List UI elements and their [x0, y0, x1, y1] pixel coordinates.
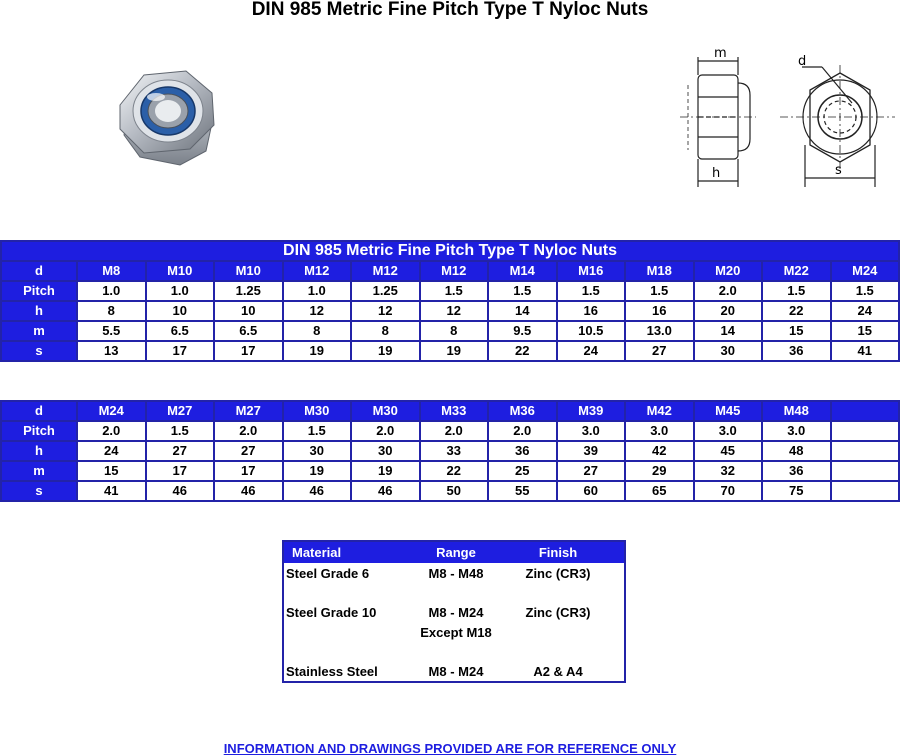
size-cell: M42	[625, 401, 694, 421]
material-table	[282, 540, 626, 683]
pitch-cell: 1.5	[762, 281, 831, 301]
pitch-cell: 3.0	[762, 421, 831, 441]
m-cell: 5.5	[77, 321, 146, 341]
h-cell: 12	[351, 301, 420, 321]
row-label-h: h	[1, 441, 77, 461]
spec-table-2	[0, 400, 900, 502]
pitch-cell: 3.0	[625, 421, 694, 441]
size-cell: M27	[146, 401, 215, 421]
h-cell: 12	[420, 301, 489, 321]
drawing-label-h: h	[712, 166, 721, 181]
m-cell: 15	[762, 321, 831, 341]
material-range-note: Except M18	[420, 625, 492, 640]
s-cell: 41	[831, 341, 900, 361]
pitch-cell: 1.5	[488, 281, 557, 301]
h-cell: 27	[146, 441, 215, 461]
pitch-cell: 3.0	[694, 421, 763, 441]
material-name: Steel Grade 10	[286, 605, 377, 620]
h-cell: 42	[625, 441, 694, 461]
material-finish: Zinc (CR3)	[525, 566, 591, 581]
table-caption: DIN 985 Metric Fine Pitch Type T Nyloc Nuts	[1, 241, 899, 261]
row-label-m: m	[1, 321, 77, 341]
pitch-cell: 1.25	[214, 281, 283, 301]
empty-cell	[831, 401, 900, 421]
m-cell: 29	[625, 461, 694, 481]
empty-cell	[831, 441, 900, 461]
m-cell: 10.5	[557, 321, 626, 341]
s-cell: 19	[420, 341, 489, 361]
s-cell: 46	[283, 481, 352, 501]
s-cell: 30	[694, 341, 763, 361]
material-table-header	[284, 542, 624, 563]
size-cell: M10	[146, 261, 215, 281]
m-cell: 9.5	[488, 321, 557, 341]
material-finish: Zinc (CR3)	[525, 605, 591, 620]
material-range: M8 - M24	[428, 664, 484, 679]
s-cell: 70	[694, 481, 763, 501]
pitch-cell: 3.0	[557, 421, 626, 441]
m-cell: 19	[283, 461, 352, 481]
s-cell: 27	[625, 341, 694, 361]
size-cell: M12	[283, 261, 352, 281]
pitch-cell: 1.5	[831, 281, 900, 301]
s-cell: 60	[557, 481, 626, 501]
pitch-cell: 1.0	[283, 281, 352, 301]
m-cell: 13.0	[625, 321, 694, 341]
header-material: Material	[292, 545, 342, 560]
h-cell: 12	[283, 301, 352, 321]
drawing-label-s: s	[835, 163, 842, 178]
table-row-h	[1, 301, 899, 321]
empty-cell	[831, 461, 900, 481]
pitch-cell: 1.25	[351, 281, 420, 301]
pitch-cell: 1.5	[557, 281, 626, 301]
row-label-pitch: Pitch	[1, 281, 77, 301]
table-row-s	[1, 341, 899, 361]
row-label-pitch: Pitch	[1, 421, 77, 441]
s-cell: 55	[488, 481, 557, 501]
m-cell: 15	[77, 461, 146, 481]
table-row-pitch	[1, 281, 899, 301]
pitch-cell: 1.0	[146, 281, 215, 301]
pitch-cell: 1.0	[77, 281, 146, 301]
size-cell: M18	[625, 261, 694, 281]
s-cell: 65	[625, 481, 694, 501]
size-cell: M39	[557, 401, 626, 421]
pitch-cell: 1.5	[625, 281, 694, 301]
m-cell: 32	[694, 461, 763, 481]
pitch-cell: 2.0	[420, 421, 489, 441]
pitch-cell: 1.5	[420, 281, 489, 301]
row-label-s: s	[1, 481, 77, 501]
size-cell: M33	[420, 401, 489, 421]
size-cell: M20	[694, 261, 763, 281]
table-row-pitch	[1, 421, 899, 441]
row-label-s: s	[1, 341, 77, 361]
h-cell: 48	[762, 441, 831, 461]
h-cell: 45	[694, 441, 763, 461]
size-cell: M12	[420, 261, 489, 281]
h-cell: 16	[625, 301, 694, 321]
s-cell: 17	[146, 341, 215, 361]
header-range: Range	[436, 545, 476, 560]
empty-cell	[831, 421, 900, 441]
table-row-m	[1, 321, 899, 341]
row-label-d: d	[1, 261, 77, 281]
material-range: M8 - M48	[428, 566, 484, 581]
table-row-m	[1, 461, 899, 481]
m-cell: 17	[214, 461, 283, 481]
material-name: Stainless Steel	[286, 664, 378, 679]
pitch-cell: 2.0	[77, 421, 146, 441]
row-label-h: h	[1, 301, 77, 321]
h-cell: 20	[694, 301, 763, 321]
s-cell: 46	[214, 481, 283, 501]
size-cell: M30	[351, 401, 420, 421]
row-label-d: d	[1, 401, 77, 421]
size-cell: M24	[77, 401, 146, 421]
pitch-cell: 1.5	[283, 421, 352, 441]
m-cell: 17	[146, 461, 215, 481]
size-cell: M36	[488, 401, 557, 421]
s-cell: 50	[420, 481, 489, 501]
pitch-cell: 1.5	[146, 421, 215, 441]
h-cell: 36	[488, 441, 557, 461]
h-cell: 30	[351, 441, 420, 461]
s-cell: 46	[146, 481, 215, 501]
h-cell: 14	[488, 301, 557, 321]
m-cell: 25	[488, 461, 557, 481]
size-cell: M14	[488, 261, 557, 281]
table-row-h	[1, 441, 899, 461]
h-cell: 27	[214, 441, 283, 461]
table-row-d	[1, 261, 899, 281]
m-cell: 8	[283, 321, 352, 341]
size-cell: M16	[557, 261, 626, 281]
reference-disclaimer: INFORMATION AND DRAWINGS PROVIDED ARE FOR REFERENCE ONLY	[223, 741, 677, 756]
h-cell: 22	[762, 301, 831, 321]
pitch-cell: 2.0	[214, 421, 283, 441]
h-cell: 39	[557, 441, 626, 461]
s-cell: 24	[557, 341, 626, 361]
drawing-label-d: d	[798, 54, 807, 69]
pitch-cell: 2.0	[351, 421, 420, 441]
h-cell: 8	[77, 301, 146, 321]
m-cell: 22	[420, 461, 489, 481]
page-title: DIN 985 Metric Fine Pitch Type T Nyloc Nuts	[251, 0, 649, 20]
s-cell: 19	[283, 341, 352, 361]
drawing-label-m: m	[714, 46, 727, 61]
s-cell: 75	[762, 481, 831, 501]
m-cell: 6.5	[146, 321, 215, 341]
size-cell: M10	[214, 261, 283, 281]
h-cell: 16	[557, 301, 626, 321]
m-cell: 8	[351, 321, 420, 341]
h-cell: 33	[420, 441, 489, 461]
m-cell: 6.5	[214, 321, 283, 341]
s-cell: 13	[77, 341, 146, 361]
size-cell: M12	[351, 261, 420, 281]
m-cell: 27	[557, 461, 626, 481]
s-cell: 41	[77, 481, 146, 501]
pitch-cell: 2.0	[488, 421, 557, 441]
table-row-d	[1, 401, 899, 421]
s-cell: 46	[351, 481, 420, 501]
nut-photo-image	[110, 65, 225, 175]
spec-table-1	[0, 240, 900, 362]
pitch-cell: 2.0	[694, 281, 763, 301]
table-caption-row	[1, 241, 899, 261]
s-cell: 17	[214, 341, 283, 361]
size-cell: M8	[77, 261, 146, 281]
header-finish: Finish	[538, 545, 578, 560]
size-cell: M24	[831, 261, 900, 281]
h-cell: 24	[831, 301, 900, 321]
h-cell: 30	[283, 441, 352, 461]
m-cell: 36	[762, 461, 831, 481]
h-cell: 10	[214, 301, 283, 321]
h-cell: 24	[77, 441, 146, 461]
size-cell: M48	[762, 401, 831, 421]
m-cell: 14	[694, 321, 763, 341]
size-cell: M30	[283, 401, 352, 421]
empty-cell	[831, 481, 900, 501]
s-cell: 36	[762, 341, 831, 361]
s-cell: 22	[488, 341, 557, 361]
s-cell: 19	[351, 341, 420, 361]
size-cell: M27	[214, 401, 283, 421]
size-cell: M45	[694, 401, 763, 421]
table-row-s	[1, 481, 899, 501]
material-finish: A2 & A4	[533, 664, 583, 679]
h-cell: 10	[146, 301, 215, 321]
m-cell: 15	[831, 321, 900, 341]
material-name: Steel Grade 6	[286, 566, 370, 581]
m-cell: 8	[420, 321, 489, 341]
m-cell: 19	[351, 461, 420, 481]
row-label-m: m	[1, 461, 77, 481]
material-range: M8 - M24	[428, 605, 484, 620]
size-cell: M22	[762, 261, 831, 281]
technical-drawing	[680, 45, 895, 190]
